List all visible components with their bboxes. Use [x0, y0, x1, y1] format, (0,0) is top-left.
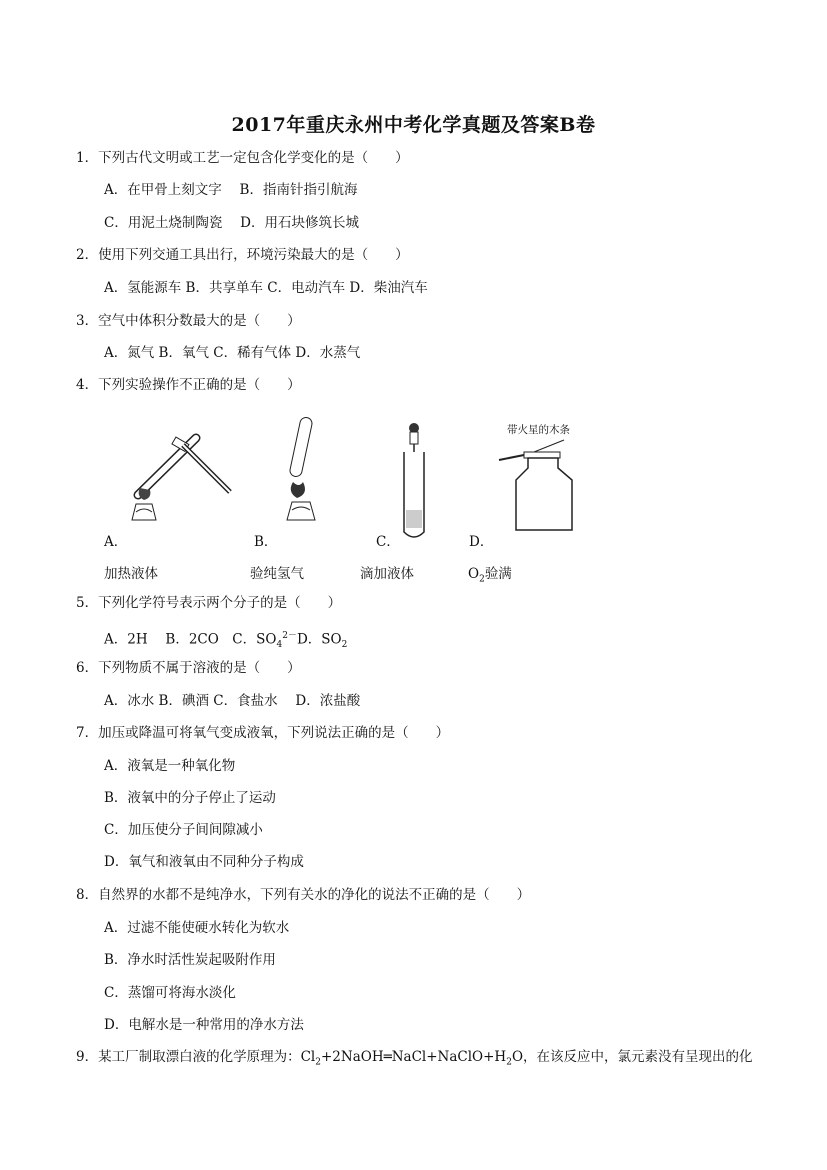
question-9: 9．某工厂制取漂白液的化学原理为：$Cl_2+2NaOH═NaCl+NaClO+H_2O$，在该反应中，氯元素没有呈现出的化 — [76, 1049, 753, 1068]
figure-dropping-liquid — [396, 414, 436, 544]
question-8: 8．自然界的水都不是纯净水，下列有关水的净化的说法不正确的是（ ） — [76, 887, 531, 903]
page-title: 2017年重庆永州中考化学真题及答案B卷 — [231, 114, 596, 136]
question-2-options: A．氢能源车 B．共享单车 C．电动汽车 D．柴油汽车 — [104, 280, 428, 296]
question-1: 1．下列古代文明或工艺一定包含化学变化的是（ ） — [76, 150, 409, 166]
figure-c-caption: 滴加液体 — [360, 566, 414, 582]
question-8-option-b: B．净水时活性炭起吸附作用 — [104, 952, 276, 968]
figure-d-annotation: 带火星的木条 — [507, 424, 570, 436]
question-3-options: A．氮气 B．氧气 C．稀有气体 D．水蒸气 — [104, 345, 361, 361]
question-7-option-d: D．氧气和液氧由不同种分子构成 — [104, 854, 304, 870]
question-4: 4．下列实验操作不正确的是（ ） — [76, 377, 301, 393]
figure-oxygen-full-test — [494, 420, 594, 535]
question-1-options-cd: C．用泥土烧制陶瓷 D．用石块修筑长城 — [104, 215, 359, 231]
figure-a-caption: 加热液体 — [104, 566, 158, 582]
figure-c-label: C． — [376, 534, 400, 550]
question-5-options: A．2H B．2CO C．$SO_4^{2-}D$．$SO_2$ — [104, 631, 348, 651]
question-7-option-c: C．加压使分子间间隙减小 — [104, 822, 263, 838]
figure-b-caption: 验纯氢气 — [250, 566, 304, 582]
question-8-option-c: C．蒸馏可将海水淡化 — [104, 985, 236, 1001]
question-2: 2．使用下列交通工具出行，环境污染最大的是（ ） — [76, 247, 409, 263]
figure-b-label: B． — [254, 534, 278, 550]
question-5: 5．下列化学符号表示两个分子的是（ ） — [76, 595, 342, 611]
question-7-option-a: A．液氧是一种氧化物 — [104, 758, 236, 774]
question-1-options-ab: A．在甲骨上刻文字 B．指南针指引航海 — [104, 182, 358, 198]
question-6-options: A．冰水 B．碘酒 C．食盐水 D．浓盐酸 — [104, 693, 361, 709]
question-3: 3．空气中体积分数最大的是（ ） — [76, 313, 301, 329]
figure-d-label: D． — [469, 534, 494, 550]
question-8-option-d: D．电解水是一种常用的净水方法 — [104, 1017, 304, 1033]
question-8-option-a: A．过滤不能使硬水转化为软水 — [104, 920, 290, 936]
figure-a-label: A． — [104, 534, 128, 550]
figure-d-caption: $O_2$验满 — [468, 566, 512, 585]
question-6: 6．下列物质不属于溶液的是（ ） — [76, 660, 301, 676]
question-7-option-b: B．液氧中的分子停止了运动 — [104, 790, 276, 806]
figure-heating-liquid — [118, 420, 238, 540]
figure-test-hydrogen — [275, 412, 335, 537]
question-7: 7．加压或降温可将氧气变成液氧，下列说法正确的是（ ） — [76, 725, 450, 741]
